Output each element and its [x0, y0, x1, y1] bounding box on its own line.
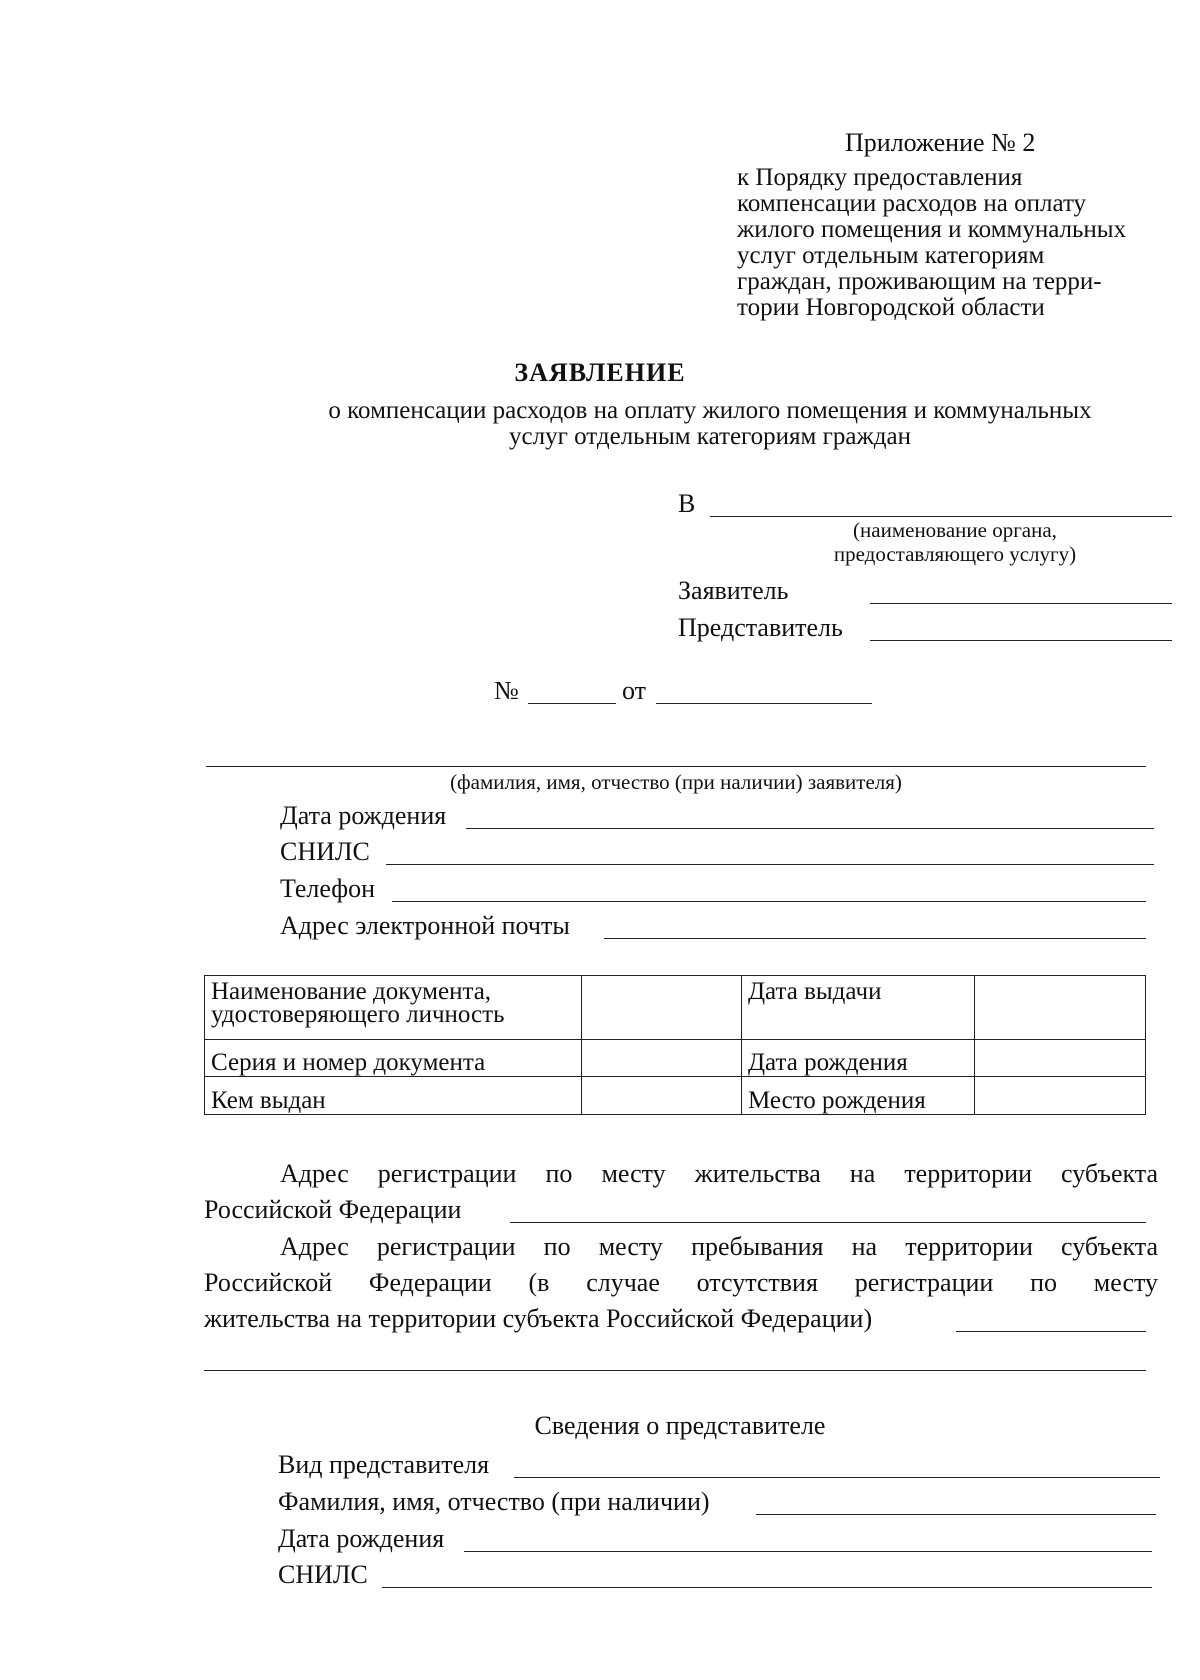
attachment-reference	[737, 165, 1177, 321]
snils-field[interactable]	[386, 864, 1154, 865]
applicant-fio-hint: (фамилия, имя, отчество (при наличии) заявителя)	[450, 770, 902, 794]
doc-name-label: Наименование документа,	[211, 978, 492, 1005]
number-field[interactable]	[528, 703, 616, 704]
table-row	[205, 976, 1146, 1040]
rep-birth-date-label: Дата рождения	[278, 1524, 445, 1553]
subtitle-line: о компенсации расходов на оплату жилого помещения и коммунальных	[328, 397, 1092, 424]
number-label: №	[494, 676, 519, 705]
stay-address-field-2[interactable]	[204, 1370, 1146, 1371]
stay-address-field[interactable]	[956, 1331, 1146, 1332]
phone-label: Телефон	[280, 874, 376, 903]
issue-date-value-cell[interactable]	[975, 976, 1146, 1040]
attachment-line: компенсации расходов на оплату	[737, 190, 1087, 217]
attachment-line: жилого помещения и коммунальных	[737, 216, 1127, 243]
representative-field[interactable]	[870, 640, 1172, 641]
issued-by-value-cell[interactable]	[582, 1077, 742, 1115]
residence-address-line1: Адрес регистрации по месту жительства на территории субъекта	[280, 1159, 1158, 1188]
birth-place-value-cell[interactable]	[975, 1077, 1146, 1115]
rep-snils-label: СНИЛС	[278, 1560, 368, 1589]
rep-type-label: Вид представителя	[278, 1450, 490, 1479]
stay-address-line3: жительства на территории субъекта Российской Федерации)	[204, 1304, 873, 1333]
series-number-value-cell[interactable]	[582, 1040, 742, 1077]
document-subtitle	[230, 398, 1190, 450]
to-label: В	[678, 489, 696, 518]
attachment-line: к Порядку предоставления	[737, 164, 1023, 191]
applicant-label: Заявитель	[678, 576, 789, 605]
snils-label: СНИЛС	[280, 837, 370, 866]
email-field[interactable]	[604, 938, 1146, 939]
rep-birth-date-field[interactable]	[464, 1551, 1152, 1552]
series-number-label: Серия и номер документа	[205, 1040, 582, 1077]
authority-hint-line: (наименование органа,	[853, 518, 1057, 542]
residence-address-field[interactable]	[510, 1222, 1146, 1223]
id-birth-date-value-cell[interactable]	[975, 1040, 1146, 1077]
representative-heading: Сведения о представителе	[534, 1411, 826, 1440]
applicant-fio-field[interactable]	[206, 766, 1146, 767]
doc-name-label-2: удостоверяющего личность	[211, 1001, 505, 1028]
attachment-line: граждан, проживающим на терри-	[737, 268, 1102, 295]
doc-name-label-cell	[205, 976, 582, 1040]
issued-by-label: Кем выдан	[205, 1077, 582, 1115]
birth-date-label: Дата рождения	[280, 801, 447, 830]
phone-field[interactable]	[392, 901, 1146, 902]
id-document-table	[204, 975, 1146, 1115]
attachment-line: услуг отдельным категориям	[737, 242, 1045, 269]
authority-hint	[790, 518, 1120, 566]
residence-address-line2: Российской Федерации	[204, 1195, 462, 1224]
table-row	[205, 1040, 1146, 1077]
doc-name-value-cell[interactable]	[582, 976, 742, 1040]
stay-address-line1: Адрес регистрации по месту пребывания на территории субъекта	[280, 1232, 1158, 1261]
birth-place-label: Место рождения	[742, 1077, 975, 1115]
authority-field[interactable]	[710, 516, 1172, 517]
document-title: ЗАЯВЛЕНИЕ	[514, 358, 686, 387]
from-label: от	[622, 676, 647, 705]
subtitle-line: услуг отдельным категориям граждан	[509, 423, 911, 450]
email-label: Адрес электронной почты	[280, 911, 570, 940]
representative-label: Представитель	[678, 613, 843, 642]
authority-hint-line: предоставляющего услугу)	[833, 542, 1077, 566]
stay-address-line2: Российской Федерации (в случае отсутствия регистрации по месту	[204, 1268, 1158, 1297]
applicant-field[interactable]	[870, 603, 1172, 604]
rep-fio-field[interactable]	[756, 1514, 1156, 1515]
id-birth-date-label: Дата рождения	[742, 1040, 975, 1077]
date-field[interactable]	[656, 703, 872, 704]
table-row	[205, 1077, 1146, 1115]
birth-date-field[interactable]	[466, 828, 1154, 829]
rep-snils-field[interactable]	[382, 1587, 1152, 1588]
attachment-line: тории Новгородской области	[737, 294, 1045, 321]
rep-type-field[interactable]	[514, 1477, 1160, 1478]
issue-date-label: Дата выдачи	[742, 976, 975, 1040]
attachment-title: Приложение № 2	[845, 128, 1036, 157]
rep-fio-label: Фамилия, имя, отчество (при наличии)	[278, 1487, 710, 1516]
